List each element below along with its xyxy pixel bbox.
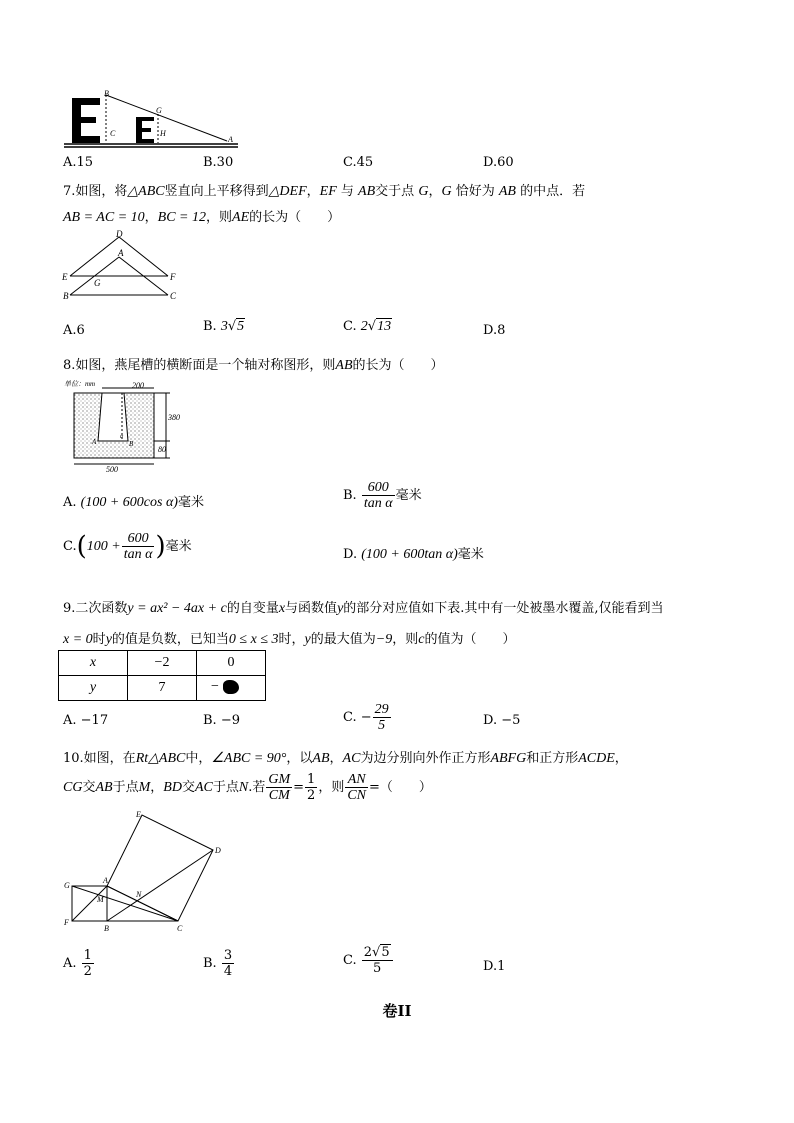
q6-option-b: B.30 [203,155,234,170]
q6-option-a: A.15 [63,155,94,170]
svg-text:M: M [97,895,104,904]
table-cell: x [59,651,128,676]
q8-dim-200: 200 [132,381,144,390]
q6-option-d: D.60 [483,155,514,170]
q6-option-c: C.45 [343,155,374,170]
q7-option-b: B. 3√5 [203,319,245,334]
svg-text:F: F [170,272,176,282]
q10-stem-line2: CG交AB于点M，BD交AC于点N.若 $\frac{GM}{CM}$ = $\frac{1}{2}$ ，则 $\frac{AN}{CN}$ =（ ） [63,772,432,803]
q8-option-a: A. (100 + 600cos α)毫米 [63,495,204,510]
q8-option-d: D. (100 + 600tan α)毫米 [343,547,484,562]
q10-option-d: D.1 [483,959,506,974]
q10-option-c: C. $\frac{2√5}{5}$ [343,945,394,976]
q10-stem-line1: 10.如图，在Rt△ABC中，∠ABC = 90°，以AB，AC为边分别向外作正方形ABFG和正方形ACDE， [63,751,628,766]
svg-text:α: α [120,434,124,440]
q8-option-c: C.(100 + $\frac{600}{\text{tan α}}$ )毫米 [63,531,192,562]
table-row [59,651,266,676]
svg-text:A: A [92,438,97,446]
q10-figure [60,808,225,938]
svg-text:B: B [104,924,109,933]
q8-option-b: B. $\frac{600}{\text{tan α}}$ 毫米 [343,480,422,511]
svg-text:A: A [118,248,124,258]
svg-text:A: A [103,876,108,885]
q6-figure [64,88,244,150]
svg-text:E: E [62,272,68,282]
q7-figure [60,228,180,304]
q9-option-c: C. − $\frac{29}{5}$ [343,702,389,733]
q8-dim-80: 80 [158,445,166,454]
svg-text:C: C [110,129,116,138]
svg-text:C: C [177,924,183,933]
q9-option-d: D. −5 [483,713,521,728]
table-cell: y [59,676,128,701]
svg-text:D: D [215,846,221,855]
svg-text:B: B [129,440,134,448]
svg-text:G: G [156,106,162,115]
q7-stem-line1: 7.如图，将△ABC竖直向上平移得到△DEF，EF 与 AB交于点 G，G 恰好为 AB 的中点．若 [63,184,586,199]
ink-blot-cell: − [197,676,266,701]
q8-unit-label: 单位：mm [64,380,96,388]
svg-text:F: F [64,918,69,927]
q7-stem-line2: AB = AC = 10，BC = 12，则AE的长为（ ） [63,210,341,225]
ink-blot-icon [223,680,239,694]
q7-option-d: D.8 [483,323,506,338]
svg-text:G: G [64,881,70,890]
section-title: 卷II [382,1002,412,1020]
q10-option-a: A. $\frac{1}{2}$ [63,948,92,979]
svg-text:H: H [160,129,166,138]
q9-option-b: B. −9 [203,713,240,728]
q10-option-b: B. $\frac{3}{4}$ [203,948,233,979]
svg-text:B: B [63,291,69,301]
svg-text:E: E [136,810,141,819]
q7-option-a: A.6 [63,323,85,338]
q9-stem-line1: 9.二次函数y = ax² − 4ax + c的自变量x与函数值y的部分对应值如下表.其中有一处被墨水覆盖,仅能看到当 [63,601,664,616]
q8-stem: 8.如图，燕尾槽的横断面是一个轴对称图形，则AB的长为（ ） [63,358,444,373]
table-row [59,676,266,701]
svg-text:A: A [228,135,233,144]
table-cell: 7 [128,676,197,701]
q7-option-c: C. 2√13 [343,319,392,334]
svg-text:G: G [94,278,101,288]
q9-option-a: A. −17 [63,713,109,728]
table-cell: −2 [128,651,197,676]
svg-text:B: B [104,89,109,98]
svg-text:C: C [170,291,177,301]
svg-text:N: N [136,890,142,899]
table-cell: 0 [197,651,266,676]
q9-value-table [58,650,266,701]
q8-dim-380: 380 [168,413,180,422]
q8-dim-500: 500 [106,465,118,474]
svg-text:D: D [116,229,123,239]
q9-stem-line2: x = 0时y的值是负数，已知当0 ≤ x ≤ 3时，y的最大值为−9，则c的值为（ ） [63,632,516,647]
q8-figure [62,378,202,474]
